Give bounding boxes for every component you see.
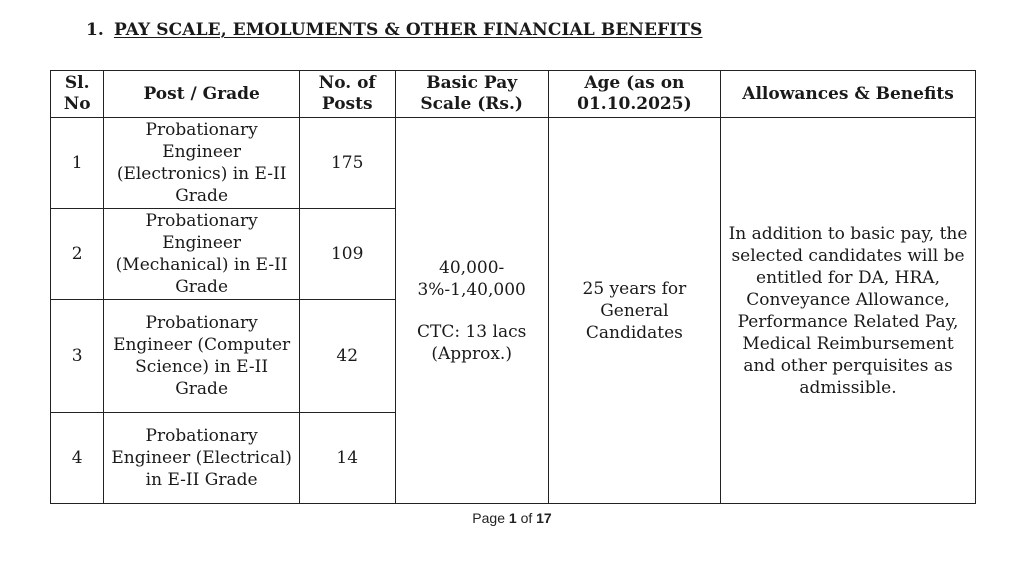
num-posts-cell: 42 [299,300,395,413]
header-sl-no: Sl. No [51,71,104,118]
allowances-cell: In addition to basic pay, the selected candidates will be entitled for DA, HRA, Conveyance Allowance, Performance Related Pay, Medical Reimbursement and other perquisites as admissible. [721,118,976,504]
section-number: 1. [86,20,104,40]
table-header-row [51,71,976,118]
sl-no-cell: 1 [51,118,104,209]
section-title: PAY SCALE, EMOLUMENTS & OTHER FINANCIAL BENEFITS [113,20,703,40]
page-label: Page [472,510,505,526]
header-age: Age (as on 01.10.2025) [548,71,720,118]
post-cell: Probationary Engineer (Electronics) in E-II Grade [104,118,299,209]
header-post-grade: Post / Grade [104,71,299,118]
sl-no-cell: 2 [51,209,104,300]
basic-pay-scale: 40,000-3%-1,40,000 [417,257,526,300]
table-row [51,118,976,209]
pay-scale-table [50,70,976,504]
header-allowances: Allowances & Benefits [721,71,976,118]
post-cell: Probationary Engineer (Electrical) in E-II Grade [104,413,299,504]
header-num-posts: No. of Posts [299,71,395,118]
num-posts-cell: 109 [299,209,395,300]
ctc-value: CTC: 13 lacs (Approx.) [416,321,527,364]
basic-pay-cell [395,118,548,504]
age-cell: 25 years for General Candidates [548,118,720,504]
current-page-number: 1 [508,510,517,526]
header-basic-pay: Basic Pay Scale (Rs.) [395,71,548,118]
of-label: of [520,510,533,526]
total-pages-number: 17 [536,510,552,526]
num-posts-cell: 14 [299,413,395,504]
sl-no-cell: 4 [51,413,104,504]
num-posts-cell: 175 [299,118,395,209]
sl-no-cell: 3 [51,300,104,413]
section-heading [86,20,702,40]
post-cell: Probationary Engineer (Computer Science) in E-II Grade [104,300,299,413]
post-cell: Probationary Engineer (Mechanical) in E-II Grade [104,209,299,300]
page-footer [0,510,1024,526]
